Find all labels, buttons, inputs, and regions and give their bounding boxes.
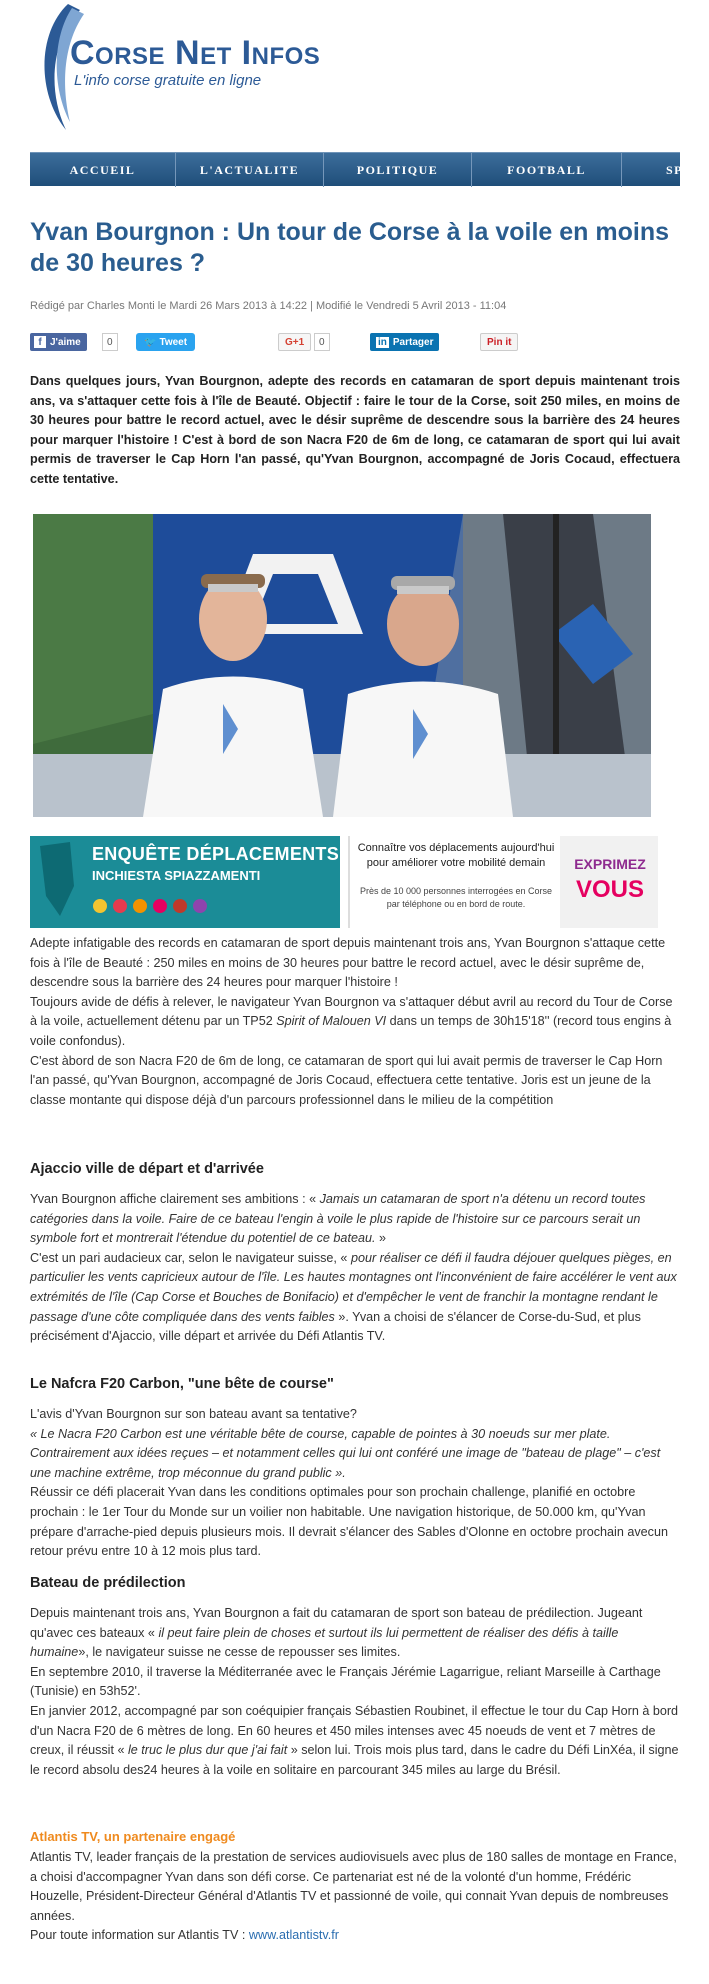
- section-heading-bateau: Bateau de prédilection: [30, 1575, 186, 1591]
- nav-item-football[interactable]: FOOTBALL: [472, 153, 622, 187]
- s1a-text: Yvan Bourgnon affiche clairement ses ambitions : «: [30, 1192, 320, 1206]
- article-meta: Rédigé par Charles Monti le Mardi 26 Mars 2013 à 14:22 | Modifié le Vendredi 5 Avril 2013 - 11:04: [30, 300, 507, 312]
- nav-item-sport[interactable]: SPO: [666, 162, 694, 177]
- t1-text: L'avis d'Yvan Bourgnon sur son bateau avant sa tentative?: [30, 1407, 357, 1421]
- boat-name: Spirit of Malouen VI: [276, 1014, 387, 1029]
- b1a-text: Depuis maintenant trois ans, Yvan Bourgnon a fait du catamaran de sport son bateau de prédilection. Jugeant qu'avec ces bateaux «: [30, 1606, 643, 1640]
- t3-text: Réussir ce défi placerait Yvan dans les conditions optimales pour son prochain challenge, planifié en octobre prochain : le 1er Tour du Monde sur un voilier non habitable. Une navigation historique, de 50.000 km, qu'Yvan prépare d'arrache-pied depuis plusieurs mois. Il devrait s'élancer des Sables d'Olonne en octobre prochain avecun retour prévu entre 10 à 12 mois plus tard.: [30, 1485, 668, 1559]
- site-tagline: L'info corse gratuite en ligne: [74, 72, 262, 89]
- site-logo-title[interactable]: Corse Net Infos: [70, 34, 321, 72]
- section-heading-ajaccio: Ajaccio ville de départ et d'arrivée: [30, 1161, 264, 1177]
- body-paragraph-nacra: [30, 1405, 680, 1562]
- section-heading-atlantis: Atlantis TV, un partenaire engagé: [30, 1829, 236, 1844]
- linkedin-share-label: Partager: [392, 336, 434, 348]
- b3c-text: » selon lui. Trois mois plus tard, dans le cadre du Défi LinXéa, il signe le record absolu des24 heures à la voile en solitaire en parcourant 345 miles au large du Brésil.: [30, 1743, 679, 1777]
- main-nav: [30, 152, 694, 186]
- linkedin-icon: in: [378, 336, 387, 348]
- article-photo: [33, 514, 651, 817]
- banner-title-co: INCHIESTA SPIAZZAMENTI: [92, 868, 261, 883]
- google-plus-button[interactable]: G+1: [278, 333, 311, 351]
- p3-text: C'est àbord de son Nacra F20 de 6m de long, ce catamaran de sport qui lui avait permis de traverser le Cap Horn l'an passé, qu'Yvan Bourgnon, accompagné de Joris Cocaud, effectuera cette tentative. Joris est un jeune de la classe montante qui dispose déjà d'un parcours professionnel dans le milieu de la compétition: [30, 1053, 663, 1107]
- facebook-like-button[interactable]: [30, 333, 87, 351]
- facebook-like-label: J'aime: [50, 336, 81, 348]
- a2-text: années.: [30, 1908, 75, 1923]
- body-paragraph-bateau: [30, 1604, 680, 1780]
- nav-item-politique[interactable]: POLITIQUE: [324, 153, 472, 187]
- s2c-text: ». Yvan a choisi de s'élancer de Corse-du-Sud, et plus précisément d'Ajaccio, ville départ et arrivée du Défi Atlantis TV.: [30, 1309, 641, 1344]
- section-heading-nacra: Le Nafcra F20 Carbon, "une bête de course": [30, 1376, 334, 1392]
- share-bar: [30, 333, 680, 353]
- b3a-text: En janvier 2012, accompagné par son coéquipier français Sébastien Roubinet, il effectue le tour du Cap Horn à bord d'un Nacra F20 de 6 mètres de long. En 60 heures et 450 miles intenses avec 45 noeuds de vent et 7 mètres de creux, il réussit «: [30, 1703, 679, 1758]
- tweet-button[interactable]: [136, 333, 195, 351]
- t2-quote: « Le Nacra F20 Carbon est une véritable bête de course, capable de pointes à 30 noeuds sur mer plate. Contrairement aux idées reçues – et notamment celles qui lui ont conféré une image de "bateau de plage" – c'est une machine extrême, trop méconnue du grand public ».: [30, 1426, 661, 1480]
- tweet-label: Tweet: [159, 336, 188, 348]
- body-paragraph-atlantis: [30, 1848, 680, 1946]
- facebook-icon: f: [34, 336, 46, 348]
- s1c-text: »: [375, 1231, 386, 1246]
- sailors-photo-image: [33, 514, 651, 817]
- banner-line2: pour améliorer votre mobilité demain: [366, 857, 546, 869]
- pinterest-button[interactable]: Pin it: [480, 333, 518, 351]
- article-lead: Dans quelques jours, Yvan Bourgnon, adepte des records en catamaran de sport depuis maintenant trois ans, va s'attaquer cette fois à l'île de Beauté. Objectif : faire le tour de la Corse, soit 250 miles, en moins de 30 heures pour battre le record actuel, avec le désir suprême de descendre sous la barrière des 24 heures pour marquer l'histoire ! C'est à bord de son Nacra F20 de 6m de long, ce catamaran de sport qui lui avait permis de traverser le Cap Horn l'an passé, qu'Yvan Bourgnon, accompagné de Joris Cocaud, effectuera cette tentative.: [30, 374, 680, 486]
- banner-line3: Près de 10 000 personnes interrogées en Corse: [359, 886, 553, 896]
- site-header: [0, 0, 709, 150]
- article-title: Yvan Bourgnon : Un tour de Corse à la voile en moins de 30 heures ?: [30, 218, 669, 277]
- p2c-text: dans un temps de 30h15'18'' (record tous engins à voile confondus).: [30, 1014, 672, 1048]
- banner-line4: par téléphone ou en bord de route.: [386, 899, 526, 909]
- b1b-quote: il peut faire plein de choses et surtout ils lui permettent de réaliser des défis à taille humaine: [30, 1625, 619, 1660]
- p1-text: Adepte infatigable des records en catamaran de sport depuis maintenant trois ans, Yvan Bourgnon s'attaque cette fois à l'île de Beauté : 250 miles en moins de 30 heures pour battre le record actuel, avec le désir suprême de, descendre sous la barrière des 24 heures pour marquer l'histoire !: [30, 936, 666, 990]
- body-paragraph-1: [30, 934, 680, 1110]
- google-plus-count: 0: [314, 333, 330, 351]
- b1c-text: », le navigateur suisse ne cesse de repousser ses limites.: [78, 1645, 401, 1660]
- survey-ad-banner[interactable]: [30, 836, 658, 928]
- banner-title-fr: ENQUÊTE DÉPLACEMENTS: [92, 844, 340, 864]
- b3b-quote: le truc le plus dur que j'ai fait: [127, 1743, 288, 1758]
- banner-cta-exprimez: EXPRIMEZ: [574, 856, 646, 872]
- b2-text: En septembre 2010, il traverse la Méditerranée avec le Français Jérémie Lagarrigue, reliant Marseille à Carthage (Tunisie) en 53h52'.: [30, 1664, 661, 1699]
- p2a-text: Toujours avide de défis à relever, le navigateur Yvan Bourgnon va s'attaquer début avril au record du Tour de Corse à la voile, actuellement détenu par un TP52: [30, 994, 673, 1029]
- atlantis-tv-link[interactable]: www.atlantistv.fr: [248, 1928, 339, 1943]
- facebook-like-count: 0: [102, 333, 118, 351]
- a3-text: Pour toute information sur Atlantis TV :: [30, 1928, 249, 1943]
- s1b-quote: Jamais un catamaran de sport n'a détenu un record toutes catégories dans la voile. Faire de ce bateau l'engin à voile le plus rapide de l'histoire sur ce parcours serait un symbole fort et montrerait l'étendue du potentiel de ce bateau.: [30, 1192, 646, 1246]
- nav-item-accueil[interactable]: ACCUEIL: [30, 153, 176, 187]
- nav-item-actualite[interactable]: L'ACTUALITE: [176, 153, 324, 187]
- banner-line1: Connaître vos déplacements aujourd'hui: [357, 842, 555, 854]
- a1-text: Atlantis TV, leader français de la prestation de services audiovisuels avec plus de 180 salles de montage en France, a choisi d'accompagner Yvan dans son défi corse. Ce partenariat est né de la volonté d'un homme, Frédéric Houzelle, Président-Directeur Général d'Atlantis TV et passionné de voile, qui connait Yvan depuis de nombreuses: [30, 1850, 677, 1904]
- body-paragraph-ajaccio: [30, 1190, 680, 1347]
- twitter-icon: 🐦: [144, 336, 157, 348]
- linkedin-share-button[interactable]: [370, 333, 439, 351]
- banner-cta-vous: VOUS: [575, 876, 644, 903]
- s2a-text: C'est un pari audacieux car, selon le navigateur suisse, «: [30, 1250, 351, 1265]
- s2b-quote: pour réaliser ce défi il faudra déjouer quelques pièges, en particulier les vents capricieux autour de l'île. Les hautes montagnes ont l'inconvénient de faire accélérer le vent aux extrémités de l'île (Cap Corse et Bouches de Bonifacio) et d'empêcher le vent de franchir la montagne rendant le passage d'une côte compliquée dans des vents faibles: [30, 1250, 677, 1324]
